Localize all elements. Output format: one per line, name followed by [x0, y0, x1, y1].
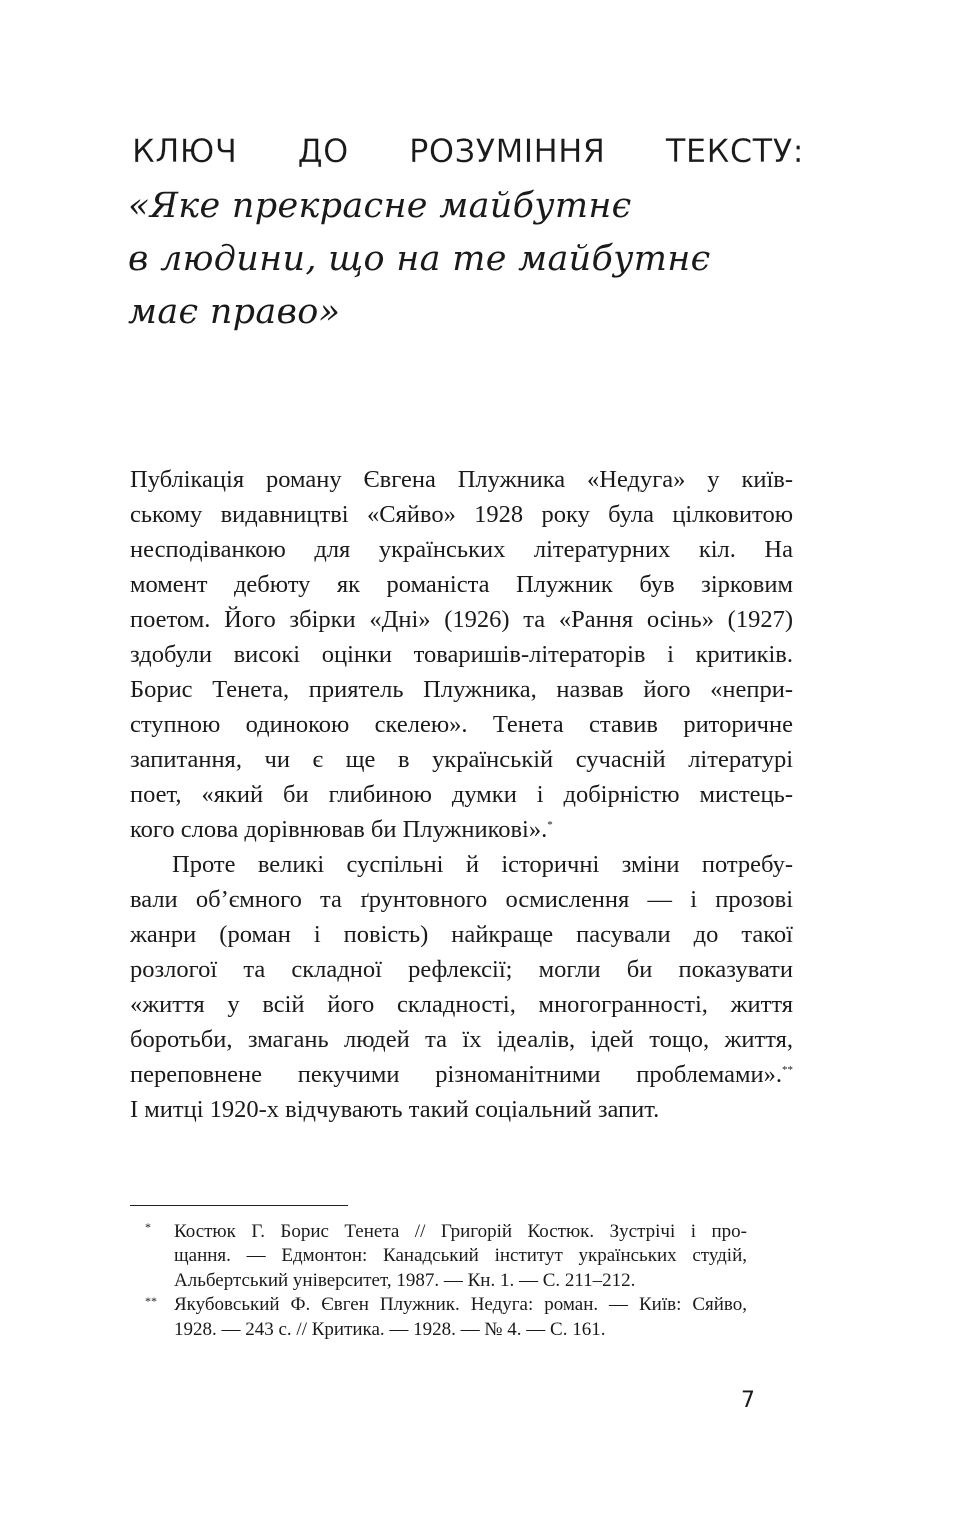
- chapter-heading-italic-line: в людини, що на те майбутнє: [128, 239, 711, 279]
- body-line: несподіванкою для українських літературних кіл. На: [130, 536, 793, 563]
- page-number: 7: [741, 1388, 755, 1413]
- body-line: вали об’ємного та ґрунтовного осмислення — і прозові: [130, 886, 793, 913]
- body-line-text: переповнене пекучими різноманітними проблемами».: [130, 1061, 782, 1088]
- footnote-divider: [130, 1205, 348, 1206]
- body-line: запитання, чи є ще в українській сучасній літературі: [130, 746, 793, 773]
- body-line: [130, 1060, 793, 1090]
- footnote-marker: **: [145, 1294, 157, 1308]
- body-line: Проте великі суспільні й історичні зміни потребу-: [172, 851, 793, 878]
- body-line: боротьби, змагань людей та їх ідеалів, ідей тощо, життя,: [130, 1026, 793, 1053]
- body-line: здобули високі оцінки товаришів-літераторів і критиків.: [130, 641, 793, 668]
- body-line: жанри (роман і повість) найкраще пасували до такої: [130, 921, 793, 948]
- body-line: ступною одинокою скелею». Тенета ставив риторичне: [130, 711, 793, 738]
- body-line-text: кого слова дорівнював би Плужникові».: [130, 816, 548, 843]
- body-line: І митці 1920-х відчувають такий соціальний запит.: [130, 1096, 660, 1123]
- body-line: Публікація роману Євгена Плужника «Недуга» у київ-: [130, 466, 793, 493]
- footnote-line: Якубовський Ф. Євген Плужник. Недуга: роман. — Київ: Сяйво,: [174, 1294, 747, 1315]
- body-line: Борис Тенета, приятель Плужника, назвав його «непри-: [130, 676, 793, 703]
- body-line: розлогої та складної рефлексії; могли би показувати: [130, 956, 793, 983]
- footnote-ref[interactable]: *: [547, 819, 553, 831]
- body-line: [130, 815, 793, 845]
- footnote-marker: *: [145, 1220, 151, 1234]
- footnote-line: щання. — Едмонтон: Канадський інститут українських студій,: [174, 1245, 747, 1266]
- footnote-ref[interactable]: **: [782, 1064, 793, 1076]
- body-line: поет, «який би глибиною думки і добірністю мистець-: [130, 781, 793, 808]
- footnote-line: 1928. — 243 с. // Критика. — 1928. — № 4. — С. 161.: [174, 1319, 606, 1340]
- chapter-heading-caps: КЛЮЧ ДО РОЗУМІННЯ ТЕКСТУ:: [132, 132, 804, 170]
- body-line: «життя у всій його складності, многогранності, життя: [130, 991, 793, 1018]
- chapter-heading-italic-line: «Яке прекрасне майбутнє: [128, 186, 632, 226]
- footnote-line: Альбертський університет, 1987. — Кн. 1. — С. 211–212.: [174, 1270, 636, 1291]
- body-line: момент дебюту як романіста Плужник був зірковим: [130, 571, 793, 598]
- body-line: поетом. Його збірки «Дні» (1926) та «Рання осінь» (1927): [130, 606, 793, 633]
- footnote-line: Костюк Г. Борис Тенета // Григорій Костюк. Зустрічі і про-: [174, 1221, 747, 1242]
- body-line: ському видавництві «Сяйво» 1928 року була цілковитою: [130, 501, 793, 528]
- chapter-heading-italic-line: має право»: [128, 292, 341, 332]
